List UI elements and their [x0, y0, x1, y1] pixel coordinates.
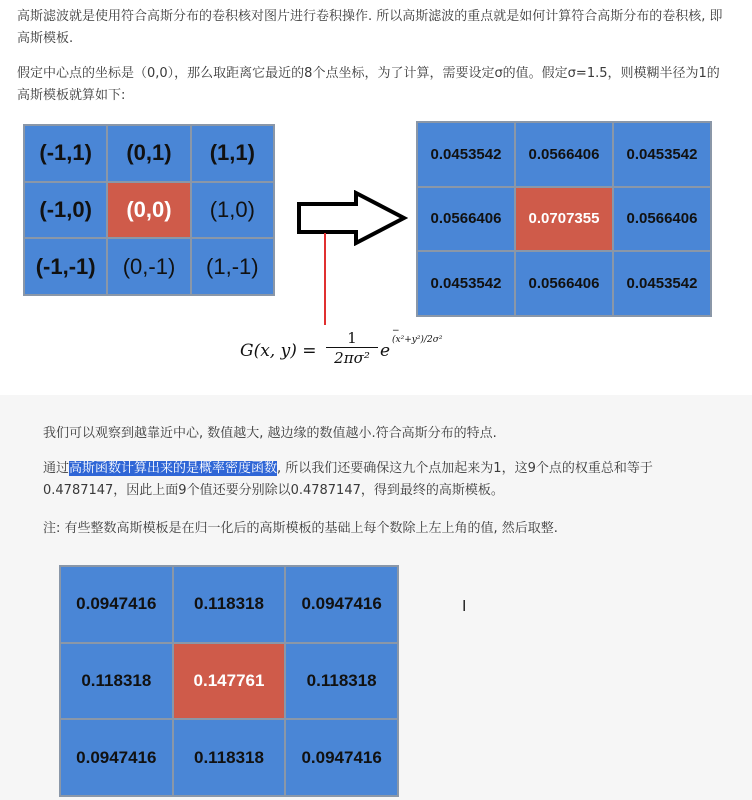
- weight-cell: 0.0566406: [614, 188, 710, 251]
- formula-lhs: G(x, y) =: [240, 341, 317, 361]
- normalized-cell: 0.0947416: [61, 720, 172, 795]
- coord-cell: (-1,-1): [25, 239, 106, 294]
- text-cursor-icon: I: [462, 597, 467, 615]
- coord-cell: (1,1): [192, 126, 273, 181]
- gaussian-formula: [240, 326, 443, 377]
- formula-denominator: 2πσ²: [334, 349, 370, 367]
- intro-paragraph-1: 高斯滤波就是使用符合高斯分布的卷积核对图片进行卷积操作. 所以高斯滤波的重点就是如何计算符合高斯分布的卷积核, 即高斯模板.: [17, 9, 723, 46]
- formula-base: e: [380, 341, 391, 361]
- weight-cell-center: 0.0707355: [516, 188, 612, 251]
- normalized-cell: 0.118318: [174, 567, 285, 642]
- weight-cell: 0.0566406: [418, 188, 514, 251]
- formula-exponent: −(x²+y²)/2σ²: [392, 326, 443, 345]
- coord-cell: (-1,1): [25, 126, 106, 181]
- normalized-cell: 0.118318: [61, 644, 172, 719]
- normalized-cell: 0.118318: [286, 644, 397, 719]
- normalized-cell: 0.0947416: [286, 567, 397, 642]
- body-paragraph-3: 我们可以观察到越靠近中心, 数值越大, 越边缘的数值越小.符合高斯分布的特点.: [43, 426, 497, 441]
- normalized-cell: 0.0947416: [286, 720, 397, 795]
- p4-prefix: 通过: [43, 461, 70, 476]
- weight-cell: 0.0453542: [418, 123, 514, 186]
- weight-cell: 0.0566406: [516, 252, 612, 315]
- normalized-template-grid: [59, 565, 399, 797]
- highlighted-text: 高斯函数计算出来的是概率密度函数: [69, 461, 278, 476]
- coord-cell: (1,0): [192, 183, 273, 238]
- right-arrow-icon: [296, 190, 408, 246]
- formula-numerator: 1: [326, 329, 378, 348]
- coord-cell: (-1,0): [25, 183, 106, 238]
- body-paragraph-5: 注: 有些整数高斯模板是在归一化后的高斯模板的基础上每个数除上左上角的值, 然后取整.: [43, 521, 558, 536]
- normalized-cell: 0.0947416: [61, 567, 172, 642]
- intro-paragraph-2: 假定中心点的坐标是（0,0），那么取距离它最近的8个点坐标，为了计算，需要设定σ的值。假定σ=1.5，则模糊半径为1的高斯模板就算如下:: [17, 66, 720, 103]
- coord-cell: (1,-1): [192, 239, 273, 294]
- weight-cell: 0.0453542: [614, 123, 710, 186]
- coordinate-grid: [23, 124, 275, 296]
- coord-cell: (0,-1): [108, 239, 189, 294]
- coord-cell-center: (0,0): [108, 183, 189, 238]
- weight-cell: 0.0453542: [418, 252, 514, 315]
- weight-cell: 0.0566406: [516, 123, 612, 186]
- gaussian-weight-grid: [416, 121, 712, 317]
- normalized-cell-center: 0.147761: [174, 644, 285, 719]
- coord-cell: (0,1): [108, 126, 189, 181]
- p4-suffix: , 所以我们还要确保这九个点加起来为1，这9个点的权重总和等于0.4787147，因此上面9个值还要分别除以0.4787147，得到最终的高斯模板。: [43, 461, 653, 498]
- body-paragraph-4: [43, 458, 733, 502]
- weight-cell: 0.0453542: [614, 252, 710, 315]
- formula-pointer-line: [324, 233, 326, 325]
- normalized-cell: 0.118318: [174, 720, 285, 795]
- formula-fraction: [326, 329, 378, 368]
